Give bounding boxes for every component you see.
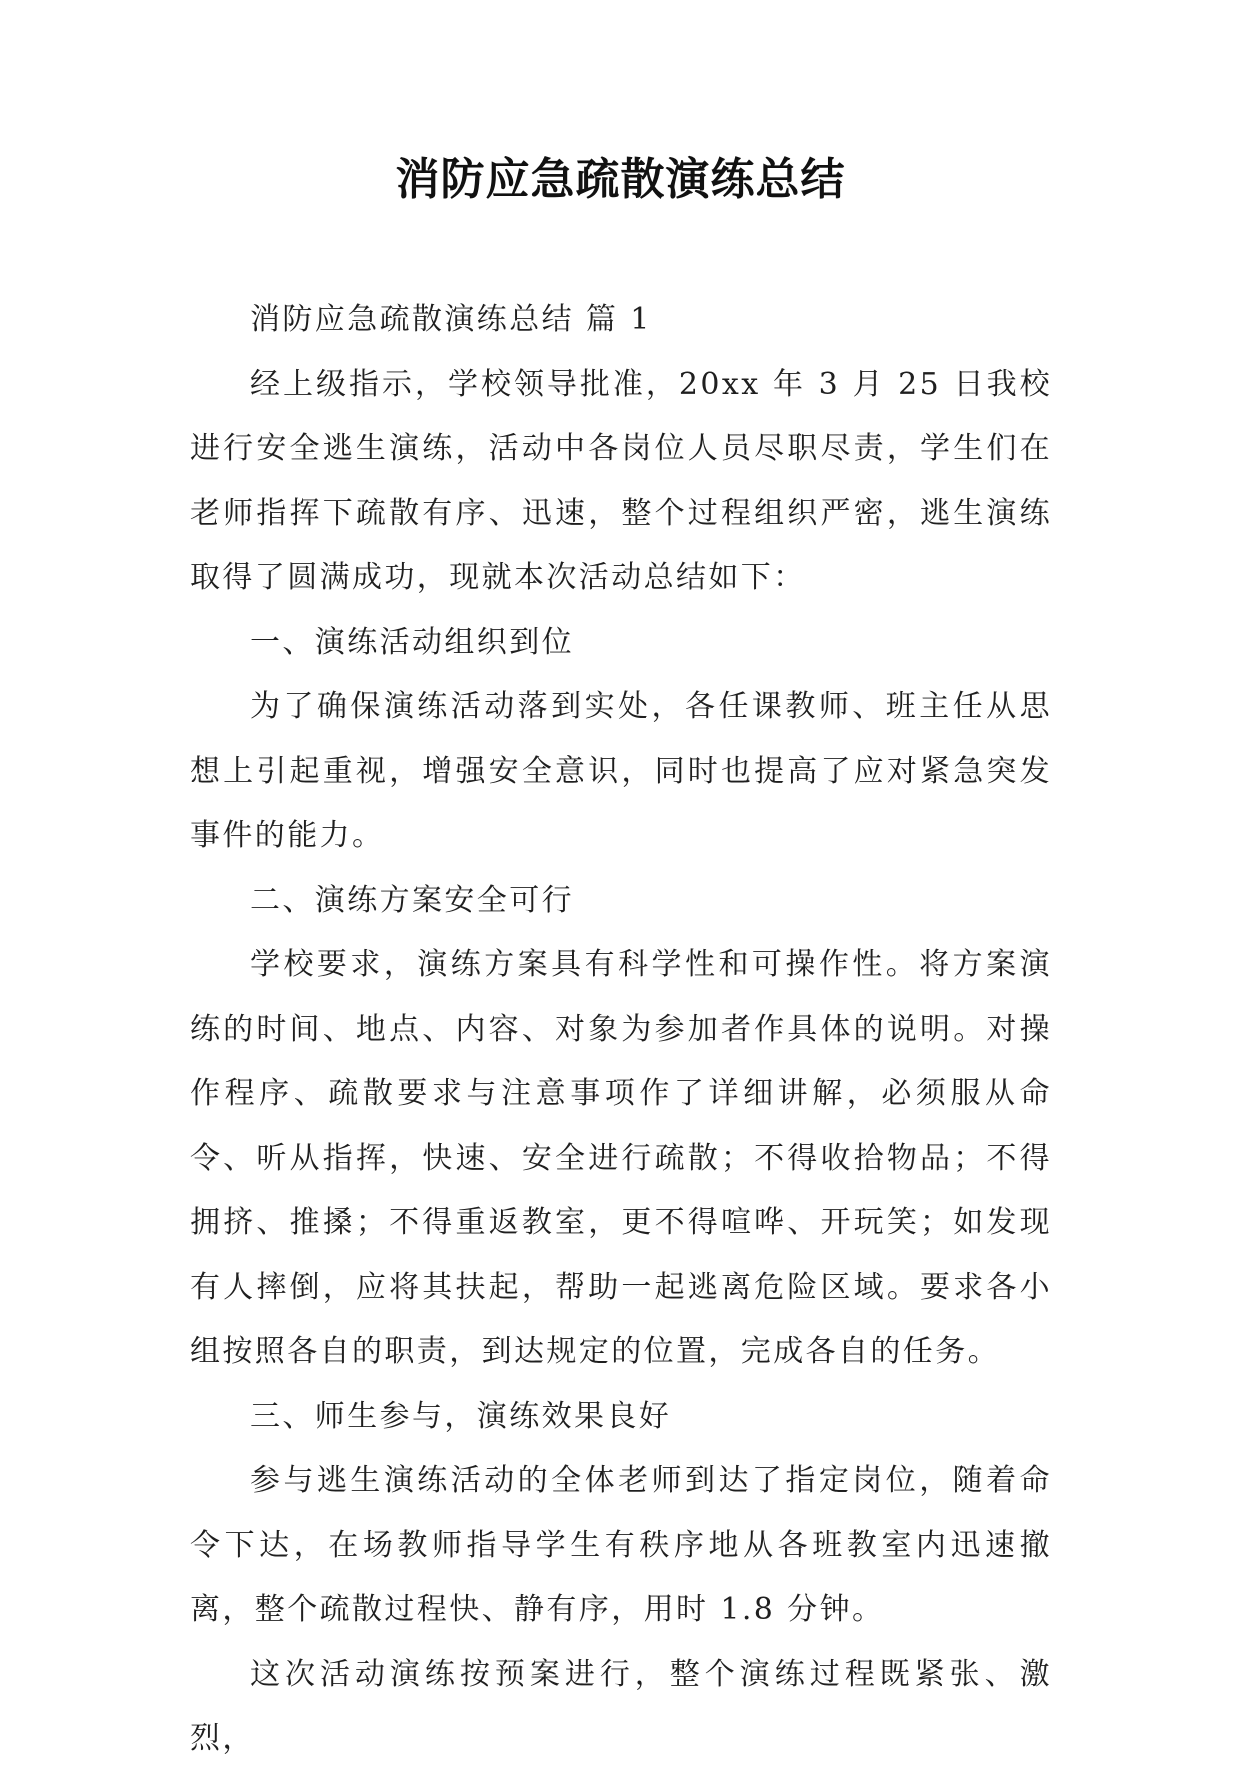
subheading: 一、演练活动组织到位 (250, 624, 574, 660)
document-title: 消防应急疏散演练总结 (395, 154, 846, 205)
section-heading: 消防应急疏散演练总结 篇 1 (250, 302, 652, 337)
paragraph: 学校要求，演练方案具有科学性和可操作性。将方案演练的时间、地点、内容、对象为参加者作具体的说明。对操作程序、疏散要求与注意事项作了详细讲解，必须服从命令、听从指挥，快速、安全进行疏散；不得收拾物品；不得拥挤、推搡；不得重返教室，更不得喧哗、开玩笑；如发现有人摔倒，应将其扶起，帮助一起逃离危险区域。要求各小组按照各自的职责，到达规定的位置，完成各自的任务。 (190, 947, 1052, 1369)
paragraph: 这次活动演练按预案进行，整个演练过程既紧张、激烈， (190, 1656, 1052, 1756)
subheading: 二、演练方案安全可行 (250, 882, 574, 918)
document-body (190, 288, 1052, 1772)
paragraph: 参与逃生演练活动的全体老师到达了指定岗位，随着命令下达，在场教师指导学生有秩序地从各班教室内迅速撤离，整个疏散过程快、静有序，用时 1.8 分钟。 (190, 1463, 1052, 1627)
paragraph: 为了确保演练活动落到实处，各任课教师、班主任从思想上引起重视，增强安全意识，同时也提高了应对紧急突发事件的能力。 (190, 689, 1052, 853)
subheading: 三、师生参与，演练效果良好 (250, 1398, 672, 1434)
paragraph: 经上级指示，学校领导批准，20xx 年 3 月 25 日我校进行安全逃生演练，活动中各岗位人员尽职尽责，学生们在老师指挥下疏散有序、迅速，整个过程组织严密，逃生演练取得了圆满成功，现就本次活动总结如下： (190, 366, 1052, 595)
